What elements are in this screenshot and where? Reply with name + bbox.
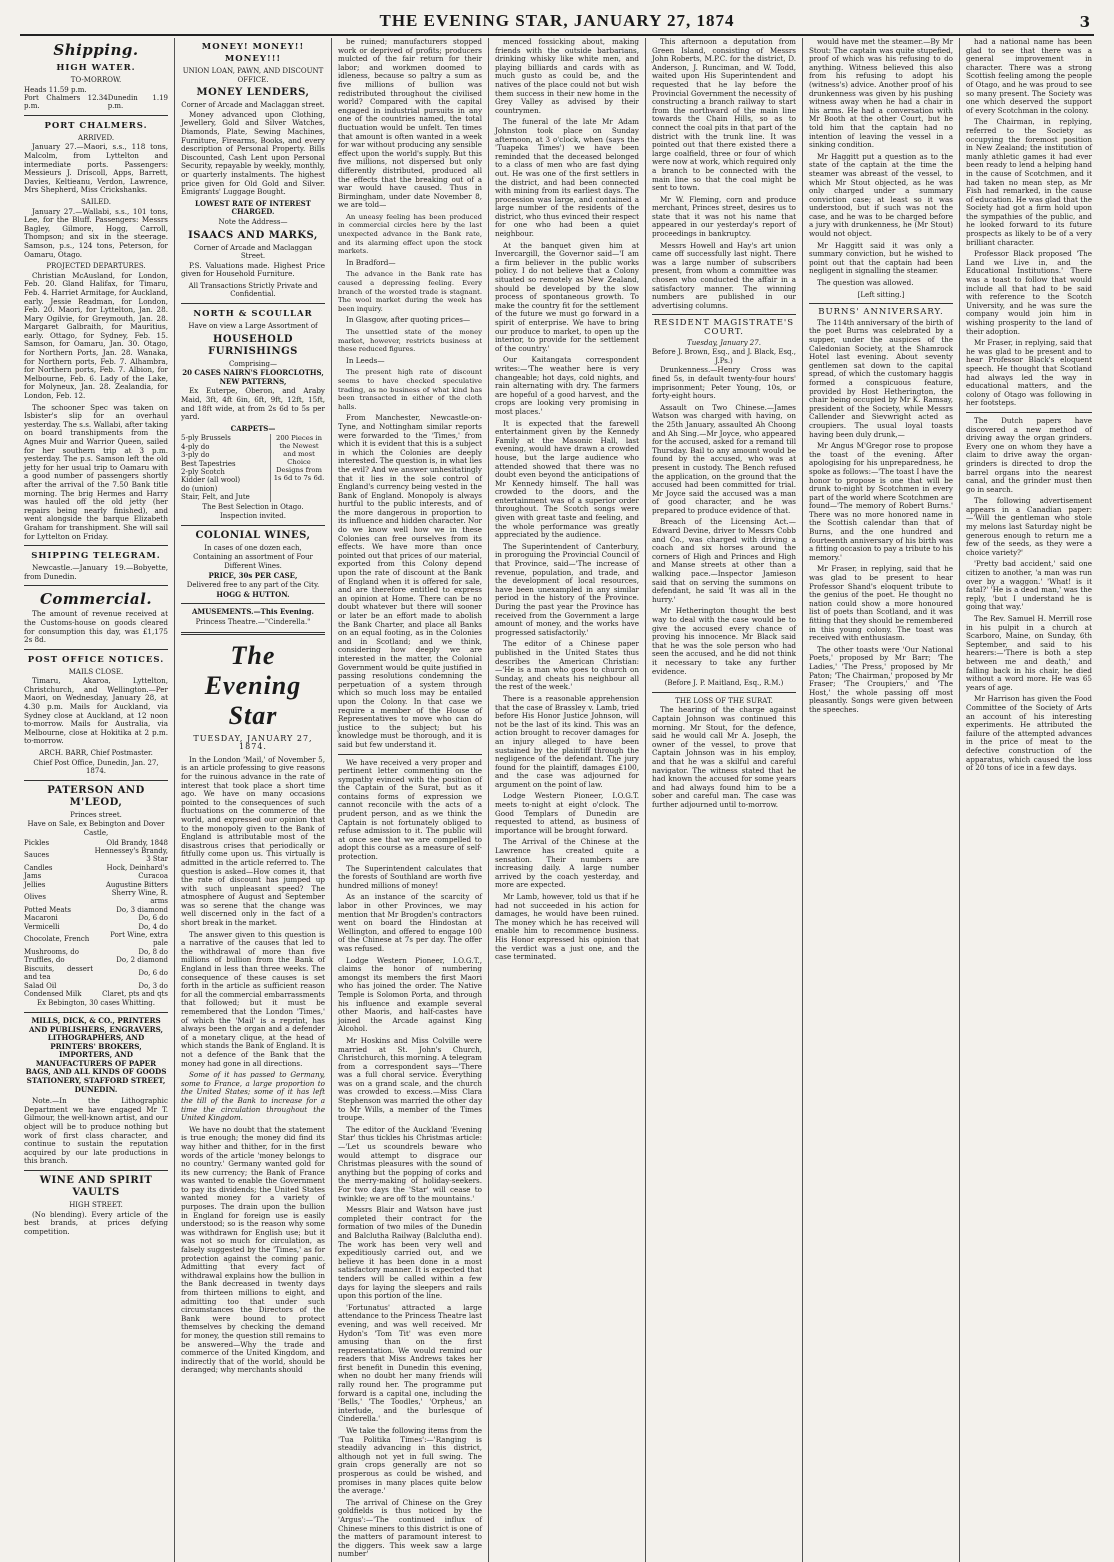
c3-text-1: be ruined; manufacturers stopped work or deprived of profits; producers mulcted of the fair return for their labor; and workmen doomed to idleness, because so paltry a sum as five millions of bullion was redistributed throughout the civilised world? Compared with the capital engaged in industrial pursuits in any one of the countries named, the total fluctuation would be unfelt. Ten times that amount is often wanted in a week for war without producing any sensible effect upon the world's supply. But this five millions, not dispersed but only differently distributed, produced all the effects that the breaking out of a war would have caused. Thus in Birmingham, under date November 8, we are told—: [338, 37, 482, 210]
ad-north-carpet-item: do (union): [181, 484, 218, 493]
high-water-heading: HIGH WATER.: [56, 63, 136, 73]
c5-text-1: This afternoon a deputation from Green Island, consisting of Messrs John Roberts, M.P.C. for the district, D. Anderson, J. Runciman, and W. Todd, waited upon His Superintendent and requested that he lay before the Provincial Government the necessity of constructing a branch railway to start from the northward of the main line towards the Chain Hills, so as to connect the coal pits in that part of the district with the trunk line. It was pointed out that there existed there a large coalfield, three or four of which were now at work, which required only a branch to be connected with the main line so that the coal might be sent to town.: [652, 37, 796, 193]
ad-paterson-item-left: Olives: [24, 893, 46, 902]
c3-text-12: Messrs Blair and Watson have just completed their contract for the formation of two miles of the Dunedin and Balclutha Railway (Balclutha end). The work has been very well and expeditiously carried out, and we believe it has been done in a most satisfactory manner. It is expected that tenders will be called within a few days for laying the sleepers and rails upon this portion of the line.: [338, 1205, 482, 1301]
c3-text-4: In Leeds—: [346, 355, 385, 365]
ad-paterson-item-right: Port Wine, extra pale: [110, 931, 168, 948]
mails-text: Timaru, Akaroa, Lyttelton, Christchurch, and Wellington.—Per Maori, on Wednesday, January 28, at 4.30 p.m. Mails for Auckland, via Sydney close at Auckland, at 12 noon to-morrow. Mails for Australia, via Melbourne, close at Hokitika at 2 p.m. to-morrow.: [24, 676, 168, 746]
ad-vaults-text: (No blending). Every article of the best brands, at prices defying competition.: [24, 1209, 168, 1236]
ad-wines-firm: HOGG & HUTTON.: [216, 589, 290, 599]
ad-paterson-item-right: Do, 2 diamond: [116, 956, 168, 965]
amusements-text: Princess Theatre.—"Cinderella.": [195, 618, 311, 626]
ad-money-note: Note the Address—: [218, 217, 288, 226]
ad-north-scoullar: NORTH & SCOULLAR: [193, 309, 313, 320]
c4-text-8: There is a reasonable apprehension that the case of Brassley v. Lamb, tried before His Honor Justice Johnson, will not be the last of its kind. This was an action brought to recover damages for an injury alleged to have been sustained by the plaintiff through the negligence of the defendant. The jury found for the plaintiff, damages £100, and the case was adjourned for argument on the point of law.: [495, 693, 639, 789]
c3-text-5: From Manchester, Newcastle-on-Tyne, and Nottingham similar reports were forwarded to the 'Times,' from which it is evident that this is a subject in which the Colonies are deeply interested. The question is, in what lies the evil? And we answer unhesitatingly that it lies in the sole control of England's currency being vested in the Bank of England. Monopoly is always hurtful to the public interests, and of the more dangerous in proportion to its influence and hidden character. Nor do we know well how we in these Colonies can free ourselves from its effects. We have more than once pointed out that prices of our material, exported from this Colony depend upon the rate of discount at the Bank of England when it is offered for sale, and are therefore entitled to express an opinion at Home. There can be no doubt whatever but there will sooner or later be an effort made to abolish the Bank Charter, and place all Banks on an equal footing, as in the Colonies and in Scotland; and we think, considering how deeply we are interested in the matter, the Colonial Government would be quite justified in passing resolutions condemning the perpetuation of a system through which so much loss may be entailed upon the Colony. In that case we require a member of the House of Representatives to move who can do justice to the subject; but his knowledge must be thorough, and it is said but few understand it.: [338, 413, 482, 749]
ad-paterson-item-left: Salad Oil: [24, 981, 57, 990]
court-date: Tuesday, January 27.: [687, 338, 761, 347]
ad-money-corner-2: Corner of Arcade and Maclaggan Street.: [193, 243, 313, 261]
ad-mills-note: Note.—In the Lithographic Department we have engaged Mr T. Gilmour, the well-known artist, and our object will be to produce nothing but work of first class character, and continue to sustain the reputation acquired by our late productions in this branch.: [24, 1096, 168, 1166]
mails-close-label: MAILS CLOSE.: [68, 667, 124, 676]
column-6: [803, 38, 960, 1562]
column-grid: [18, 37, 1098, 1559]
ad-money-ps: P.S. Valuations made. Highest Price given for Household Furniture.: [181, 260, 325, 279]
sailed-text: January 27.—Wallabi, s.s., 101 tons, Lee, for the Bluff. Passengers: Messrs Bagley, Gilmore, Hogg, Carroll, Thompson; and six in the steerage. Samson, p.s., 124 tons, Peterson, for Oamaru, Otago.: [24, 206, 168, 259]
ad-paterson-item-right: Augustine Bitters: [105, 880, 168, 889]
ad-paterson-title: PATERSON AND M'LEOD,: [47, 784, 145, 808]
c4-text-1: menced fossicking about, making friends with the outside barbarians, drinking whisky like white men, and playing billiards and cards with as much gusto as could be, and the natives of the place could not but wish them success in their new home in the Grey Valley as advised by their countrymen.: [495, 37, 639, 115]
ad-paterson-item-right: Curacoa: [138, 872, 168, 881]
burns-heading: BURNS' ANNIVERSARY.: [818, 307, 944, 318]
c3-text-7: The Superintendent calculates that the forests of Southland are worth five hundred millions of money!: [338, 863, 482, 890]
c3-quote-2: The advance in the Bank rate has caused a depressing feeling. Every branch of the worsted trade is stagnant. The wool market during the week has been inquiry.: [338, 270, 482, 313]
running-title: THE EVENING STAR, JANUARY 27, 1874: [379, 11, 735, 30]
court-heading: RESIDENT MAGISTRATE'S COURT.: [653, 318, 795, 337]
c7-text-2: The Chairman, in replying, referred to the Society as occupying the foremost position in New Zealand; the institution of manly athletic games it had ever been ready to lend a helping hand in the cause of Scotchmen, and it had taken no mean step, as Mr Fish had remarked, in the cause of education. He was glad that the Society had got a firm hold upon the sympathies of the public, and he looked forward to its future prospects as likely to be of a very brilliant character.: [966, 117, 1092, 247]
paper-masthead: The Evening Star: [204, 640, 302, 730]
ad-paterson-item-right: Hennessey's Brandy, 3 Star: [94, 847, 168, 864]
c7-text-4: Mr Fraser, in replying, said that he was glad to be present and to hear Professor Black's eloquent speech. He thought that Scotland had always led the way in educational matters, and the colony of Otago was following in her footsteps.: [966, 338, 1092, 408]
ad-paterson-row: [24, 864, 168, 872]
ad-paterson-item-right: Do, 8 do: [138, 947, 168, 956]
commercial-text: The amount of revenue received at the Customs-house on goods cleared for consumption this day, was £1,175 2s 8d.: [24, 609, 168, 645]
ad-paterson-item-left: Potted Meats: [24, 905, 72, 914]
ad-north-carpets: CARPETS—: [230, 423, 276, 433]
ad-north-carpet-item: 2-ply Scotch: [181, 468, 225, 477]
ad-wines-l1: In cases of one dozen each,: [204, 543, 302, 552]
c4-text-6: The Superintendent of Canterbury, in proroguing the Provincial Council of that Province, said—'The increase of revenue, population, and trade, and the development of local resources, have been unexampled in any similar period in the history of the Province. During the past year the Province has received from the Government a large amount of money, and the works have progressed satisfactorily.': [495, 541, 639, 637]
ad-north-carpet-item: Best Tapestries: [181, 459, 236, 468]
surat-heading: THE LOSS OF THE SURAT.: [675, 696, 773, 705]
ad-money-sub: UNION LOAN, PAWN, AND DISCOUNT OFFICE.: [182, 67, 324, 84]
c3-text-11: The editor of the Auckland 'Evening Star' thus tickles his Christmas article:—'Let us scoundrels beware who would attempt to disgrace our Christmas pleasures with the sound of anything but the popping of corks and the merry-making of holiday-seekers. For two days the 'Star' will cease to twinkle; we are off to the mountains.': [338, 1124, 482, 1203]
ad-paterson-item-left: Jams: [24, 872, 42, 881]
c7-text-7: 'Pretty bad accident,' said one citizen to another, 'a man was run over by a waggon.' 'What! is it fatal?' 'He is a dead man,' was the reply, 'but I understand he is going that way.': [966, 559, 1092, 612]
ad-paterson-item-right: Sherry Wine, R. arms: [111, 889, 168, 906]
left-sitting: [Left sitting.]: [857, 290, 905, 299]
ad-wines-l2: Containing an assortment of Four Different Wines.: [193, 553, 313, 571]
c6-text-2: Mr Haggitt put a question as to the state of the captain at the time the steamer was abreast of the vessel, to which Mr Stout objected, as he was only charged under a summary conviction case; at least so it was understood, but if such was not the case, and he was to be charged before a jury with drunkenness, he (Mr Stout) would not object.: [809, 151, 953, 239]
c6-text-1: would have met the steamer.—By Mr Stout: The captain was quite stupefied, proof of which was his refusing to do anything. Witness believed this also from his refusing to adopt his (witness's) advice. Another proof of his drunkenness was given by his pushing witness away when he had a chair in his arms. He had a conversation with Mr Booth at the other Court, but he told him that the captain had no intention of leaving the vessel in a sinking condition.: [809, 37, 953, 150]
telegram-heading: SHIPPING TELEGRAM.: [31, 551, 161, 562]
c5-text-6: Breach of the Licensing Act.—Edward Devine, driver to Messrs Cobb and Co., was charged with driving a coach and six horses around the corners of High and Princes and High and Manse streets at other than a walking pace.—Inspector Jamieson said that on serving the summons on defendant, he said 'It was all in the hurry.': [652, 517, 796, 604]
tide-port-chalmers: Port Chalmers 12.34 p.m.: [24, 94, 108, 111]
court-before: Before J. Brown, Esq., and J. Black, Esq., J.Ps.): [652, 348, 796, 365]
ad-vaults-title: WINE AND SPIRIT VAULTS: [39, 1175, 153, 1198]
ad-money-lowest: LOWEST RATE OF INTEREST CHARGED.: [195, 198, 311, 217]
leader-para-3: Some of it has passed to Germany, some to France, a large proportion to the United States; some of it has left the till of the Bank to increase for a time the circulation throughout the United Kingdom.: [181, 1070, 325, 1123]
ad-wines-l4: Delivered free to any part of the City.: [186, 581, 320, 590]
c4-text-9: Lodge Western Pioneer, I.O.G.T. meets to-night at eight o'clock. The Good Templars of Dunedin are requested to attend, as business of importance will be brought forward.: [495, 791, 639, 835]
c6-text-4: The question was allowed.: [817, 278, 914, 288]
amusements-heading: AMUSEMENTS.—This Evening.: [192, 607, 314, 617]
commercial-heading: Commercial.: [39, 590, 153, 609]
projected-heading: PROJECTED DEPARTURES.: [46, 262, 146, 271]
ad-north-carpet-item: 5-ply Brussels: [181, 434, 231, 443]
ad-paterson-row: [24, 872, 168, 880]
ad-isaacs-marks: ISAACS AND MARKS,: [188, 229, 318, 241]
ad-north-carpet-block: [181, 434, 325, 501]
ad-paterson-item-left: Condensed Milk: [24, 989, 82, 998]
ad-north-carpet-item: Kidder (all wool): [181, 476, 241, 485]
ad-paterson-item-left: Sauces: [24, 851, 50, 860]
ad-vaults-street: HIGH STREET.: [69, 1201, 123, 1209]
c3-quote-1: An uneasy feeling has been produced in commercial circles here by the last unexpected advance in the Bank rate, and its alarming effect upon the stock markets.: [338, 212, 482, 256]
ad-paterson-item-left: Pickles: [24, 838, 50, 847]
ad-paterson-item-left: Vermicelli: [24, 922, 60, 931]
ad-paterson-item-left: Biscuits, dessert and tea: [24, 964, 94, 982]
c4-text-2: The funeral of the late Mr Adam Johnston took place on Sunday afternoon, at 3 o'clock, when (says the 'Tuapeka Times') we have been reminded that the deceased belonged to a class of men who are fast dying out. He was one of the first settlers in the district, and had been connected with mining from its earliest days. The procession was large, and contained a large number of the residents of the district, who thus evinced their respect for one who had been a quiet neighbour.: [495, 117, 639, 239]
ad-paterson-item-right: Do, 4 do: [138, 922, 168, 931]
c4-text-11: Mr Lamb, however, told us that if he had not succeeded in his action for damages, he would have been ruined. The money which he has received will enable him to recommence business. His Honor expressed his opinion that the verdict was a just one, and the case terminated.: [495, 892, 639, 962]
ad-paterson-item-right: Claret, pts and qts: [102, 989, 168, 998]
c5-text-2: Mr W. Fleming, corn and produce merchant, Princes street, desires us to state that it was not his name that appeared in our yesterday's report of proceedings in bankruptcy.: [652, 194, 796, 239]
c6-text-5: The 114th anniversary of the birth of the poet Burns was celebrated by a supper, under the auspices of the Caledonian Society, at the Shamrock Hotel last evening. About seventy gentlemen sat down to the capital spread, of which the customary haggis formed a conspicuous feature, provided by Host Hetherington, the chair being occupied by Mr K. Ramsay, president of the Society, while Messrs Callender and Sievwright acted as croupiers. The usual loyal toasts having been duly drunk,—: [809, 317, 953, 439]
post-office-heading: POST OFFICE NOTICES.: [27, 654, 165, 665]
ad-north-carpet-item: 3-ply do: [181, 451, 210, 460]
ad-paterson-item-right: Old Brandy, 1848: [106, 838, 168, 847]
c3-text-14: We take the following items from the 'Tua Politika Times':—'Ranging is steadily advancing in this district, although not yet in full swing. The grain crops generally are not so prosperous as could be wished, and promises in many places quite below the average.': [338, 1426, 482, 1496]
ad-paterson-row: [24, 956, 168, 964]
c3-text-15: The arrival of Chinese on the Grey goldfields is thus noticed by the 'Argus':—'The continued influx of Chinese miners to this district is one of the matters of paramount interest to the diggers. This week saw a large number': [338, 1497, 482, 1559]
paper-dateline: TUESDAY, JANUARY 27, 1874.: [193, 733, 313, 752]
page-header: [20, 8, 1094, 36]
ad-north-ex: Ex Euterpe, Oberon, and Araby Maid, 3ft, 4ft 6in, 6ft, 9ft, 12ft, 15ft, and 18ft wide, at from 2s 6d to 5s per yard.: [181, 386, 325, 422]
tide-heads: Heads 11.59 p.m.: [24, 85, 87, 94]
c4-text-7: The editor of a Chinese paper published in the United States thus describes the American Christian:—'He is a man who goes to church on Sunday, and cheats his neighbour all the rest of the week.': [495, 639, 639, 692]
page-number: 3: [1079, 13, 1090, 31]
telegram-text: Newcastle.—January 19.—Bobyette, from Dunedin.: [24, 563, 168, 581]
c3-text-8: As an instance of the scarcity of labor in other Provinces, we may mention that Mr Brogden's contractors went on board the Hindostan at Wellington, and offered to engage 100 of the Chinese at 7s per day. The offer was refused.: [338, 892, 482, 953]
ad-money-all: All Transactions Strictly Private and Confidential.: [188, 281, 318, 299]
arrived-text: January 27.—Maori, s.s., 118 tons, Malcolm, from Lyttelton and intermediate ports. Passengers: Messieurs J. Driscoll, Apps, Barrett, Davies, Keltieanu, Verdon, Lawrence, Mrs Shepherd, Miss Crickshanks.: [24, 142, 168, 195]
c5-text-4: Drunkenness.—Henry Cross was fined 5s, in default twenty-four hours' imprisonment; Peter Young, 10s, or forty-eight hours.: [652, 365, 796, 401]
arrived-label: ARRIVED.: [77, 133, 115, 142]
ad-paterson-item-left: Candles: [24, 863, 53, 872]
ad-paterson-row: [24, 847, 168, 864]
ad-paterson-street: Princes street.: [70, 810, 122, 819]
ad-paterson-item-left: Jellies: [24, 880, 46, 889]
ad-paterson-item-right: Do, 6 do: [138, 968, 168, 977]
column-7: [960, 38, 1098, 1562]
c3-quote-3: The unsettled state of the money market, however, restricts business at these reduced figures.: [338, 328, 482, 354]
ad-north-carpet-list: [181, 434, 270, 501]
ad-paterson-item-left: Truffles, do: [24, 956, 65, 965]
ad-wines-l3: PRICE, 30s PER CASE,: [208, 570, 298, 580]
ad-paterson-row: [24, 990, 168, 998]
ad-paterson-item-right: Do, 6 do: [138, 914, 168, 923]
ad-north-pieces: 200 Pieces in the Newest and most Choice Designs from 1s 6d to 7s 6d.: [270, 434, 325, 501]
c7-text-3: Professor Black proposed 'The Land we Live in, and the Educational Institutions.' There was a toast to follow that would include all that had to be said with reference to the Scotch University, and he was sure the company would join him in wishing prosperity to the land of their adoption.: [966, 249, 1092, 336]
c6-text-7: Mr Fraser, in replying, said that he was glad to be present to hear Professor Shand's eloquent tribute to the genius of the poet. He thought no nation could show a more honoured list of poets than Scotland, and it was fitting that they should be remembered in this young colony. The toast was received with enthusiasm.: [809, 564, 953, 643]
ad-paterson-row: [24, 914, 168, 922]
ad-paterson-row: [24, 889, 168, 906]
c7-text-1: had a national name has been glad to see that there was a general improvement in character. There was a strong Scottish feeling among the people of Otago, and he was proud to see so many present. The Society was one which deserved the support of every Scotchman in the colony.: [966, 37, 1092, 115]
port-chalmers-heading: PORT CHALMERS.: [44, 120, 148, 131]
ad-paterson-row: [24, 923, 168, 931]
c7-text-6: The following advertisement appears in a Canadian paper:—'Will the gentleman who stole my melons last Saturday night be generous enough to return me a few of the seeds, as they were a choice variety?': [966, 496, 1092, 557]
column-1: [18, 38, 175, 1562]
c5-text-5: Assault on Two Chinese.—James Watson was charged with having, on the 25th January, assaulted Ah Choong and Ah Sing.—Mr Joyce, who appeared for the accused, asked for a remand till Thursday. Bail to any amount would be found by the accused, who was at present in custody. The Bench refused the application, on the ground that the accused had been committed for trial. Mr Joyce said the accused was a man of good character, and he was prepared to produce evidence of that.: [652, 402, 796, 515]
ad-north-cases: 20 CASES NAIRN'S FLOORCLOTHS, NEW PATTERNS,: [182, 368, 324, 386]
ad-money-corner: Corner of Arcade and Maclaggan street.: [181, 101, 325, 110]
c3-text-3: In Glasgow, after quoting prices—: [346, 315, 471, 325]
ad-north-best: The Best Selection in Otago.: [202, 502, 304, 511]
column-3: [332, 38, 489, 1562]
c7-text-5: The Dutch papers have discovered a new method of driving away the organ grinders. Every one on whom they have a claim to drive away the organ-grinders is directed to drop the barrel organs into the nearest canal, and the grinder must then go in search.: [966, 415, 1092, 494]
c4-text-4: Our Kaitangata correspondent writes:—'The weather here is very changeable; hot days, cold nights, and rain alternating with dry. The farmers are hopeful of a good harvest, and the crops are looking very promising in most places.': [495, 355, 639, 416]
c3-text-13: 'Fortunatus' attracted a large attendance to the Princess Theatre last evening, and was well received. Mr Hydon's 'Tom Tit' was even more amusing than on the first representation. We would remind our readers that Miss Andrews takes her first benefit in Dunedin this evening, when no doubt her many friends will rally round her. The programme put forward is a capital one, including the 'Bells,' 'The Toodles,' 'Orpheus,' an interlude, and the burlesque of Cinderella.': [338, 1302, 482, 1424]
c5-text-9: The hearing of the charge against Captain Johnson was continued this morning. Mr Stout, for the defence, said he would call Mr A. Joseph, the owner of the vessel, to prove that Captain Johnson was in his employ, and that he was a skilful and careful navigator. The witness stated that he had known the accused for some years and had always found him to be a sober and careful man. The case was further adjourned until to-morrow.: [652, 705, 796, 809]
c3-text-2: In Bradford—: [346, 257, 396, 267]
ad-north-carpet-item: Stair, Felt, and Jute: [181, 493, 250, 502]
ad-paterson-have: Have on Sale, ex Bebington and Dover Castle,: [27, 820, 165, 837]
c4-text-3: At the banquet given him at Invercargill, the Governor said—'I am a firm believer in the public works policy. I do not believe that a Colony situated so remotely as New Zealand, should be developed by the slow process of spontaneous growth. To make the country fit for the settlement of the future we must go forward in a spirit of enterprise. We have to bring our produce to market, to open up the interior, to provide for the settlement of the country.': [495, 240, 639, 353]
post-signature: ARCH. BARR, Chief Postmaster.: [39, 749, 153, 758]
shipping-heading: Shipping.: [53, 41, 139, 59]
ad-paterson-items: [24, 839, 168, 999]
ad-paterson-row: [24, 906, 168, 914]
c4-text-5: It is expected that the farewell entertainment given by the Kennedy Family at the Masonic Hall, last evening, would have drawn a crowded house, but the large audience who attended showed that there was no doubt even beyond the anticipations of Mr Kennedy himself. The hall was crowded to the doors, and the entertainment was of a superior order throughout. The Scotch songs were given with great taste and feeling, and the whole performance was greatly appreciated by the audience.: [495, 418, 639, 540]
leader-para-1: In the London 'Mail,' of November 5, is an article professing to give reasons for the ruinous advance in the rate of interest that took place a short time ago. We have on many occasions pointed to the consequences of such fluctuations on the commerce of the world, and expressed our opinion that to the monopoly given to the Bank of England is attributable most of the disastrous crises that periodically or fitfully come upon us. This virtually is admitted in the article referred to. The question is asked—How comes it, that the rate of discount has jumped up with such unpleasant speed? The atmosphere of August and September was so serene that the change was well discerned only in the fact of a short break in the market.: [181, 754, 325, 928]
leader-para-2: The answer given to this question is a narrative of the causes that led to the withdrawal of more than five millions of bullion from the Bank of England in less than three weeks. The consequence of these causes is set forth in the article as sufficient reason for all the commercial embarrassments that followed; but it must be remembered that the London 'Times,' of which the 'Mail' is a reprint, has always been the organ and a defender of a monetary clique, at the head of which stands the Bank of England. It is not a defence of the Bank that the money had gone in all directions.: [181, 929, 325, 1068]
ad-paterson-item-right: Do, 3 do: [138, 981, 168, 990]
tide-dunedin: Dunedin 1.19 p.m.: [107, 94, 168, 111]
c3-text-10: Mr Hoskins and Miss Colville were married at St. John's Church, Christchurch, this morning. A telegram from a correspondent says—'There was a full choral service. Everything was on a grand scale, and the church was crowded to excess.—Miss Clara Stephenson was married the other day to Mr Wills, a member of the Times troupe.: [338, 1035, 482, 1123]
c5-text-8: (Before J. P. Maitland, Esq., R.M.): [664, 679, 784, 688]
ad-paterson-row: [24, 965, 168, 982]
ad-paterson-item-left: Chocolate, French: [24, 935, 90, 944]
c3-text-6: We have received a very proper and pertinent letter commenting on the sympathy evinced with the position of the Captain of the Surat, but as it contains forms of expression we cannot reconcile with the acts of a prudent person, and as we think the Captain is not fortunately obliged to refuse admission to it. The public will at once see that we are compelled to adopt this course as a measure of self-protection.: [338, 757, 482, 862]
post-place: Chief Post Office, Dunedin, Jan. 27, 1874.: [33, 758, 159, 776]
c6-text-8: The other toasts were 'Our National Poets,' proposed by Mr Barr; 'The Ladies,' 'The Press,' proposed by Mr Paton; 'The Chairman,' proposed by Mr Fraser; 'The Croupiers,' and 'The Host,' the whole passing off most pleasantly. Songs were given between the speeches.: [809, 644, 953, 714]
ad-north-carpet-item: 4-ply do: [181, 442, 210, 451]
ad-north-have: Have on view a Large Assortment of: [188, 322, 318, 331]
c5-text-3: Messrs Howell and Hay's art union came off successfully last night. There was a large number of subscribers present, from whom a committee was chosen who conducted the affair in a satisfactory manner. The winning numbers are published in our advertising columns.: [652, 240, 796, 310]
projected-text: Christian McAusland, for London, Feb. 20. Gland Halifax, for Timaru, Feb. 4. Harriet Armitage, for Auckland, early. Jessie Readman, for London, Feb. 20. Maori, for Lyttelton, Jan. 28. Mary Ogilvie, for Greymouth, Jan. 28. Margaret Galbraith, for Mauritius, early. Ottago, for Sydney, Feb. 15. Samson, for Oamaru, Jan. 30. Otago, for Northern Ports, Jan. 28. Wanaka, for Northern ports, Feb. 7. Alhambra, for Northern ports, Feb. 7. Albion, for Melbourne, Feb. 6. Lady of the Lake, for Molyneux, Jan. 28. Zealandia, for London, Feb. 12.: [24, 270, 168, 401]
sailed-label: SAILED.: [81, 197, 111, 206]
column-4: [489, 38, 646, 1562]
ad-paterson-item-right: Do, 3 diamond: [116, 905, 168, 914]
c7-text-8: The Rev. Samuel H. Merrill rose in his pulpit in a church at Scarboro, Maine, on Sunday, 6th September, and said to his hearers:—'There is both a step between me and death,' and falling back in his chair, he died without a word more. He was 65 years of age.: [966, 614, 1092, 692]
c3-quote-4: The present high rate of discount seems to have checked speculative trading, as no business of what kind has been transacted in either of the cloth halls.: [338, 368, 482, 411]
column-5: [646, 38, 803, 1562]
ad-mills-dick: MILLS, DICK, & CO., PRINTERS AND PUBLISHERS, ENGRAVERS, LITHOGRAPHERS, AND PRINTERS' BROKERS, IMPORTERS, AND MANUFACTURERS OF PAPER BAGS, AND ALL KINDS OF GOODS STATIONERY, STAFFORD STREET, DUNEDIN.: [25, 1015, 167, 1094]
ad-paterson-item-left: Mushrooms, do: [24, 947, 79, 956]
ad-paterson-row: [24, 881, 168, 889]
shipping-news: The schooner Spec was taken on Isbister's slip for an overhaul yesterday. The s.s. Wallabi, after taking on board transhipments from the Agnes Muir and Warrior Queen, sailed for her southern trip at 3 p.m. yesterday. The p.s. Samson left the old jetty for her usual trip to Oamaru with a good number of passengers shortly after the arrival of the 7.50 Bank title morning. The brig Hermes and Harry was hauled off the old jetty (her repairs being nearly finished), and went alongside the barque Elizabeth Graham for transhipment. She will sail for Lyttelton on Friday.: [24, 402, 168, 541]
leader-para-4: We have no doubt that the statement is true enough; the money did find its way hither and thither, for in the first words of the article 'money belongs to no country.' Germany wanted gold for its new currency; the Bank of France was wanted to enable the Government to pay its dividends; the United States wanted money for a variety of purposes. The drain upon the bullion in England for foreign use is easily understood; so is the reason why some was withdrawn for English use; but it was not so much for circulation, as falsely suggested by the 'Times,' as for protection against the coming panic. Admitting that every fact of withdrawal explains how the bullion in the Bank decreased in twenty days from thirteen millions to eight, and admitting too that under such circumstances the Directors of the Bank were bound to protect themselves by checking the demand for money, the question still remains to be answered—Why the trade and commerce of the United Kingdom, and indirectly that of the world, should be deranged; why merchants should: [181, 1124, 325, 1375]
c6-text-3: Mr Haggitt said it was only a summary conviction, but he wished to point out that the captain had been negligent in signalling the steamer.: [809, 240, 953, 276]
c5-text-7: Mr Hetherington thought the best way to deal with the case would be to give the accused every chance of proving his innocence. Mr Black said that he was the sole person who had seen the accused, and he did not think it necessary to take any further evidence.: [652, 606, 796, 676]
ad-paterson-ex: Ex Bebington, 30 cases Whitting.: [36, 999, 156, 1008]
c7-text-9: Mr Harrison has given the Food Committee of the Society of Arts an account of his interesting experiments. He attributed the failure of the attempted advances in the price of meat to the defective construction of the apparatus, which caused the loss of 20 tons of ice in a few days.: [966, 694, 1092, 773]
c4-text-10: The Arrival of the Chinese at the Lawrence has created quite a sensation. Their numbers are increasing daily. A large number arrived by the coach yesterday, and more are expected.: [495, 837, 639, 890]
ad-north-inspect: Inspection invited.: [219, 512, 286, 521]
tide-times: [24, 86, 168, 94]
c3-text-9: Lodge Western Pioneer, I.O.G.T., claims the honor of numbering amongst its members the first Maori who has joined the order. The Native Temple is Solomon Porta, and through his influence and example several other Maoris, and half-castes have joined the Arcade against King Alcohol.: [338, 955, 482, 1034]
tide-times-2: [24, 94, 168, 111]
tomorrow-label: TO-MORROW.: [70, 76, 122, 84]
c6-text-6: Mr Angus M'Gregor rose to propose the toast of the evening. After apologising for his unpreparedness, he spoke as follows:—'The toast I have the honor to propose is one that will be drunk to-night by Scotchmen in every part of the world where Scotchmen are found—'The memory of Robert Burns.' There was no more honored name in the Scottish calendar than that of Burns, and the one hundred and fourteenth anniversary of his birth was a fitting occasion to pay a tribute to his memory.': [809, 441, 953, 562]
ad-north-comp: Comprising—: [228, 359, 278, 368]
ad-money-lenders: MONEY LENDERS,: [196, 87, 310, 99]
ad-paterson-row: [24, 948, 168, 956]
ad-paterson-item-left: Macaroni: [24, 914, 58, 923]
ad-paterson-item-right: Hock, Deinhard's: [106, 863, 168, 872]
ad-paterson-row: [24, 931, 168, 948]
column-2: [175, 38, 332, 1562]
ad-paterson-row: [24, 839, 168, 847]
ad-money-title: MONEY! MONEY!! MONEY!!!: [201, 42, 305, 64]
ad-paterson-row: [24, 982, 168, 990]
ad-money-text: Money advanced upon Clothing, Jewellery, Gold and Silver Watches, Diamonds, Plate, Sewing Machines, Furniture, Firearms, Books, and every description of Personal Property. Bills Discounted, Cash Lent upon Personal Security, repayable by weekly, monthly, or quarterly instalments. The highest price given for Old Gold and Silver. Emigrants' Luggage Bought.: [181, 109, 325, 197]
ad-wines-title: COLONIAL WINES,: [195, 529, 311, 541]
ad-north-title: HOUSEHOLD FURNISHINGS: [208, 333, 298, 357]
